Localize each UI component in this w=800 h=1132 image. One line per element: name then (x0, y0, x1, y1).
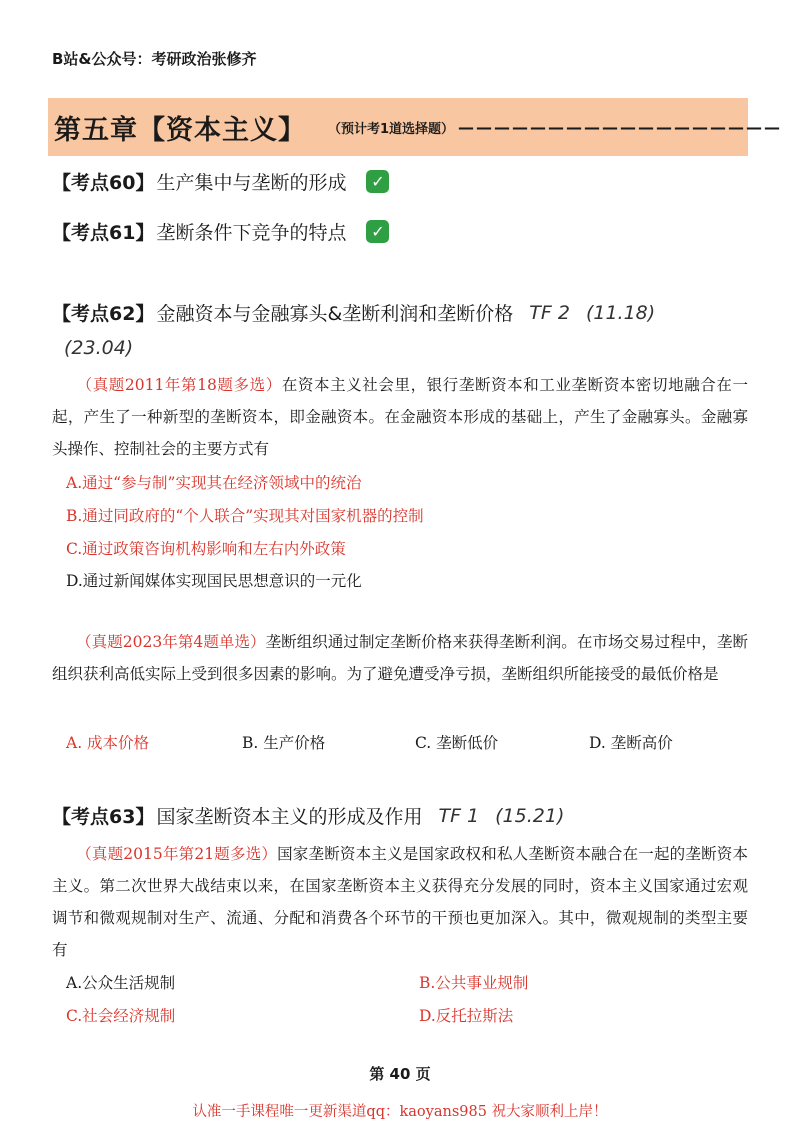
kp62-title: 金融资本与金融寡头&垄断利润和垄断价格 (156, 303, 514, 325)
kp62-tag: 【考点62】 (52, 303, 155, 325)
kp60-tag: 【考点60】 (52, 172, 155, 194)
kp62-tf: TF 2 (529, 301, 570, 324)
kp63-score: (15.21) (495, 804, 565, 827)
kp63-tag: 【考点63】 (52, 806, 155, 828)
chapter-title: 第五章【资本主义】 (54, 114, 306, 146)
option-c: C. 垄断低价 (415, 734, 499, 752)
chapter-note: （预计考1道选择题） (328, 121, 455, 137)
option-a: A. 成本价格 (66, 734, 150, 752)
kp60-heading (52, 168, 389, 195)
kp61-title: 垄断条件下竞争的特点 (156, 222, 347, 244)
question-source: （真题2011年第18题多选） (76, 376, 282, 394)
option-b: B. 生产价格 (242, 734, 326, 752)
kp61-heading (52, 218, 389, 245)
kp62-score-2: (23.04) (64, 337, 134, 359)
kp63-heading (52, 802, 564, 829)
option-b: B.通过同政府的“个人联合”实现其对国家机器的控制 (66, 507, 424, 525)
option-c: C.通过政策咨询机构影响和左右内外政策 (66, 540, 346, 558)
chapter-dash-rule: —————————————————— (458, 117, 783, 137)
kp63-tf: TF 1 (438, 804, 480, 827)
kp62-heading (52, 299, 655, 326)
question-stem: 在资本主义社会里，银行垄断资本和工业垄断资本密切地融合在一起，产生了一种新型的垄断资本，即金融资本。在金融资本形成的基础上，产生了金融寡头。金融寡头操作、控制社会的主要方式有 (52, 376, 748, 458)
chapter-banner (48, 98, 783, 156)
option-c: C.社会经济规制 (66, 1007, 176, 1025)
question-source: （真题2015年第21题多选） (76, 845, 278, 863)
option-d: D. 垄断高价 (589, 734, 673, 752)
option-d: D.通过新闻媒体实现国民思想意识的一元化 (66, 572, 362, 590)
page-number: 第 40 页 (369, 1065, 431, 1083)
kp62-score-1: (11.18) (585, 301, 656, 324)
option-a: A.公众生活规制 (66, 974, 176, 992)
option-d: D.反托拉斯法 (419, 1007, 514, 1025)
check-mark-icon: ✓ (366, 220, 389, 243)
footer-notice: 认准一手课程唯一更新渠道qq：kaoyans985 祝大家顺利上岸！ (192, 1104, 608, 1120)
kp63-title: 国家垄断资本主义的形成及作用 (156, 806, 423, 828)
option-a: A.通过“参与制”实现其在经济领域中的统治 (66, 474, 362, 492)
header-text: B站&公众号：考研政治张修齐 (52, 50, 257, 68)
question-2015-21 (52, 838, 748, 966)
kp60-title: 生产集中与垄断的形成 (156, 172, 347, 194)
question-stem: 垄断组织通过制定垄断价格来获得垄断利润。在市场交易过程中，垄断组织获利高低实际上受到很多因素的影响。为了避免遭受净亏损，垄断组织所能接受的最低价格是 (52, 633, 748, 683)
kp61-tag: 【考点61】 (52, 222, 155, 244)
question-2011-18 (52, 369, 748, 465)
question-2023-4 (52, 626, 748, 690)
question-stem: 国家垄断资本主义是国家政权和私人垄断资本融合在一起的垄断资本主义。第二次世界大战结束以来，在国家垄断资本主义获得充分发展的同时，资本主义国家通过宏观调节和微观规制对生产、流通、分配和消费各个环节的干预也更加深入。其中，微观规制的类型主要有 (52, 845, 748, 959)
question-source: （真题2023年第4题单选） (76, 633, 266, 651)
check-mark-icon: ✓ (366, 170, 389, 193)
option-b: B.公共事业规制 (419, 974, 529, 992)
